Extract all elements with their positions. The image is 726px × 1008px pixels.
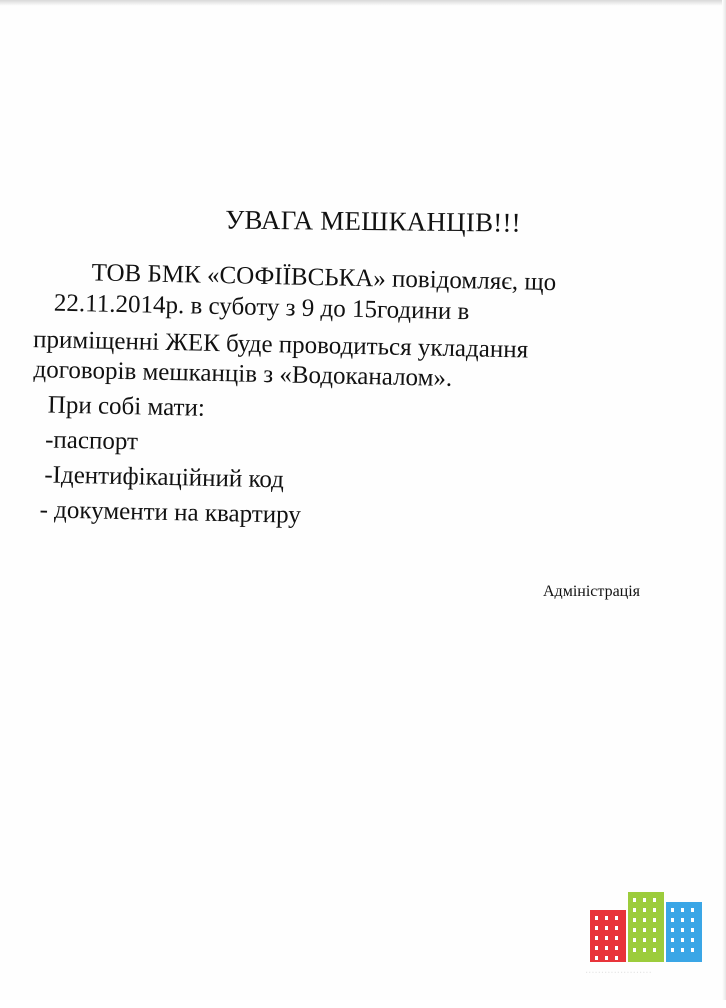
logo-window (643, 918, 646, 922)
logo-window (653, 918, 656, 922)
logo-window (615, 946, 618, 950)
notice-line: При собі мати: (47, 391, 206, 422)
logo-window (681, 928, 684, 932)
notice-line: приміщенні ЖЕК буде проводиться укладання (32, 326, 529, 364)
notice-line: договорів мешканців з «Водоканалом». (33, 356, 453, 392)
logo-window (605, 936, 608, 940)
logo-window (691, 908, 694, 912)
notice-line: ТОВ БМК «СОФІЇВСЬКА» повідомляє, що (91, 259, 557, 297)
logo-window (633, 898, 636, 902)
logo-window (595, 926, 598, 930)
logo-window (671, 908, 674, 912)
logo-window (653, 938, 656, 942)
logo-window (671, 918, 674, 922)
logo-window (633, 918, 636, 922)
logo-window (643, 948, 646, 952)
watermark: ····················· (585, 968, 652, 979)
logo-window (691, 918, 694, 922)
city-buildings-logo-icon (588, 890, 704, 962)
logo-window (653, 898, 656, 902)
logo-window (615, 926, 618, 930)
notice-line: 22.11.2014р. в суботу з 9 до 15години в (53, 289, 470, 326)
logo-window (671, 928, 674, 932)
logo-window (615, 936, 618, 940)
logo-window (615, 916, 618, 920)
logo-window (681, 948, 684, 952)
logo-window (605, 946, 608, 950)
signature: Адміністрація (543, 583, 641, 600)
logo-window (595, 946, 598, 950)
logo-window (671, 948, 674, 952)
logo-window (653, 948, 656, 952)
logo-window (681, 938, 684, 942)
logo-window (643, 938, 646, 942)
logo-window (691, 938, 694, 942)
logo-window (595, 956, 598, 960)
logo-window (691, 928, 694, 932)
logo-window (691, 948, 694, 952)
logo-window (643, 898, 646, 902)
logo-window (595, 936, 598, 940)
notice-list-item: -Ідентифікаційний код (44, 461, 285, 494)
logo-window (605, 956, 608, 960)
logo-window (681, 908, 684, 912)
notice-list-item: - документи на квартиру (39, 496, 302, 529)
logo-window (633, 948, 636, 952)
logo-window (605, 916, 608, 920)
logo-window (653, 908, 656, 912)
logo-window (671, 938, 674, 942)
notice-title: УВАГА МЕШКАНЦІВ!!! (225, 204, 521, 238)
logo-window (643, 908, 646, 912)
logo-window (615, 956, 618, 960)
logo-window (653, 928, 656, 932)
notice-list-item: -паспорт (44, 426, 139, 456)
logo-window (595, 916, 598, 920)
logo-window (643, 928, 646, 932)
logo-window (605, 926, 608, 930)
logo-window (681, 918, 684, 922)
logo-window (633, 928, 636, 932)
logo-window (633, 938, 636, 942)
logo-window (633, 908, 636, 912)
